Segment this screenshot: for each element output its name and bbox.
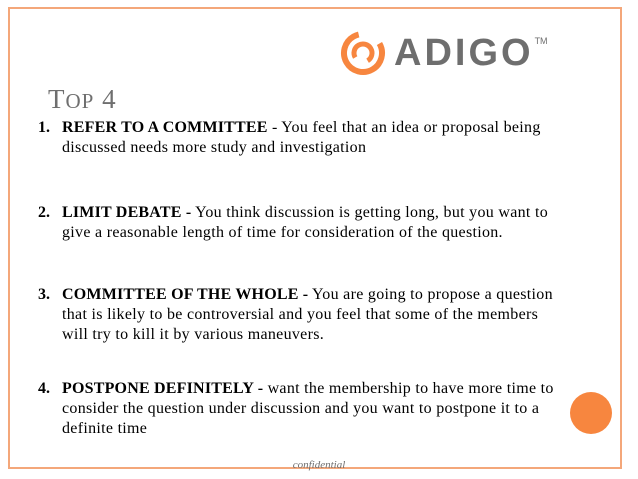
item-text [62, 118, 558, 158]
item-lead: COMMITTEE OF THE WHOLE - [62, 286, 309, 303]
logo-wordmark: ADIGO [394, 32, 534, 74]
item-number: 1. [38, 119, 50, 136]
adigo-logo [340, 30, 548, 76]
title-number: 4 [102, 84, 117, 114]
adigo-swirl-icon [340, 30, 386, 76]
item-number: 2. [38, 204, 50, 221]
decorative-circle [570, 392, 612, 434]
list-item [38, 379, 558, 439]
item-description: - You feel that an idea or proposal being discussed needs more study and investigation [62, 119, 541, 156]
item-lead: REFER TO A COMMITTEE [62, 119, 268, 136]
item-lead: LIMIT DEBATE - [62, 204, 192, 221]
item-lead: POSTPONE DEFINITELY - [62, 380, 264, 397]
list-item [38, 285, 558, 345]
title-initial: T [48, 84, 66, 114]
item-number: 3. [38, 286, 50, 303]
logo-trademark: TM [534, 36, 548, 46]
item-description: You are going to propose a question that is likely to be controversial and you feel that some of the members will try to kill it by various maneuvers. [62, 286, 553, 343]
title-rest: OP [65, 89, 95, 113]
item-description: want the membership to have more time to consider the question under discussion and you want to postpone it to a definite time [62, 380, 554, 437]
item-text [62, 285, 558, 345]
list-item [38, 203, 558, 243]
footer-confidential: confidential [292, 459, 346, 471]
list-item [38, 118, 558, 158]
item-text [62, 379, 558, 439]
slide-title [48, 84, 117, 115]
item-description: You think discussion is getting long, but you want to give a reasonable length of time for consideration of the question. [62, 204, 549, 241]
item-text [62, 203, 558, 243]
item-number: 4. [38, 380, 50, 397]
